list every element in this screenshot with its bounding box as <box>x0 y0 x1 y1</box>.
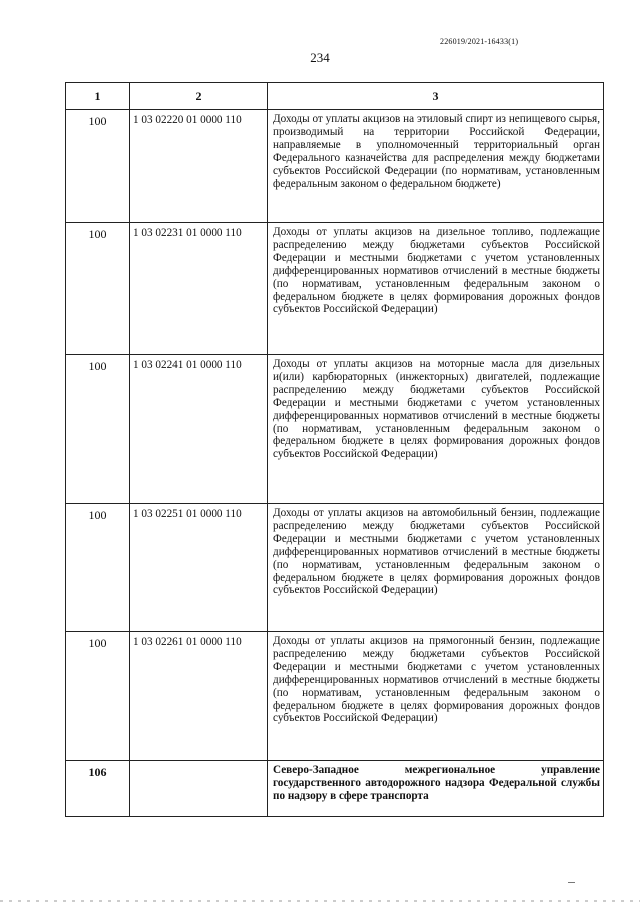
admin-code-cell: 100 <box>66 223 130 355</box>
page-number: 234 <box>310 50 330 65</box>
column-header-2: 2 <box>130 83 268 110</box>
admin-code-cell: 100 <box>66 110 130 223</box>
revenue-description-cell: Доходы от уплаты акцизов на моторные масла для дизельных и(или) карбюраторных (инжекторных) двигателей, подлежащие распределению между бюджетами субъектов Российской Федерации и местными бюджетами с учетом установленных дифференцированных нормативов отчислений в местные бюджеты (по нормативам, установленным федеральным законом о федеральном бюджете в целях формирования дорожных фондов субъектов Российской Федерации) <box>268 355 604 504</box>
revenue-description-cell: Доходы от уплаты акцизов на этиловый спирт из непищевого сырья, производимый на территории Российской Федерации, направляемые в уполномоченный территориальный орган Федерального казначейства для распределения между бюджетами субъектов Российской Федерации (по нормативам, установленным федеральным законом о федеральном бюджете) <box>268 110 604 223</box>
column-header-1: 1 <box>66 83 130 110</box>
table-row <box>66 632 604 761</box>
document-registration-number: 226019/2021-16433(1) <box>440 37 519 46</box>
table-header-row <box>66 83 604 110</box>
table-row <box>66 223 604 355</box>
table-row <box>66 761 604 817</box>
kbk-code-cell: 1 03 02251 01 0000 110 <box>130 504 268 632</box>
admin-code-cell: 100 <box>66 355 130 504</box>
administrator-name-cell: Северо-Западное межрегиональное управление государственного автодорожного надзора Федеральной службы по надзору в сфере транспорта <box>268 761 604 817</box>
kbk-code-cell: 1 03 02220 01 0000 110 <box>130 110 268 223</box>
revenue-codes-table <box>65 82 604 817</box>
admin-code-cell: 100 <box>66 632 130 761</box>
kbk-code-cell: 1 03 02231 01 0000 110 <box>130 223 268 355</box>
kbk-code-cell <box>130 761 268 817</box>
table-row <box>66 504 604 632</box>
admin-code-cell: 106 <box>66 761 130 817</box>
revenue-description-cell: Доходы от уплаты акцизов на автомобильный бензин, подлежащие распределению между бюджетами субъектов Российской Федерации и местными бюджетами с учетом установленных дифференцированных нормативов отчислений в местные бюджеты (по нормативам, установленным федеральным законом о федеральном бюджете в целях формирования дорожных фондов субъектов Российской Федерации) <box>268 504 604 632</box>
table-row <box>66 110 604 223</box>
revenue-description-cell: Доходы от уплаты акцизов на прямогонный бензин, подлежащие распределению между бюджетами субъектов Российской Федерации и местными бюджетами с учетом установленных дифференцированных нормативов отчислений в местные бюджеты (по нормативам, установленным федеральным законом о федеральном бюджете в целях формирования дорожных фондов субъектов Российской Федерации) <box>268 632 604 761</box>
scan-edge-artifact <box>0 900 640 902</box>
admin-code-cell: 100 <box>66 504 130 632</box>
table-row <box>66 355 604 504</box>
kbk-code-cell: 1 03 02241 01 0000 110 <box>130 355 268 504</box>
revenue-description-cell: Доходы от уплаты акцизов на дизельное топливо, подлежащие распределению между бюджетами субъектов Российской Федерации и местными бюджетами с учетом установленных дифференцированных нормативов отчислений в местные бюджеты (по нормативам, установленным федеральным законом о федеральном бюджете в целях формирования дорожных фондов субъектов Российской Федерации) <box>268 223 604 355</box>
scan-mark <box>568 882 575 883</box>
column-header-3: 3 <box>268 83 604 110</box>
kbk-code-cell: 1 03 02261 01 0000 110 <box>130 632 268 761</box>
